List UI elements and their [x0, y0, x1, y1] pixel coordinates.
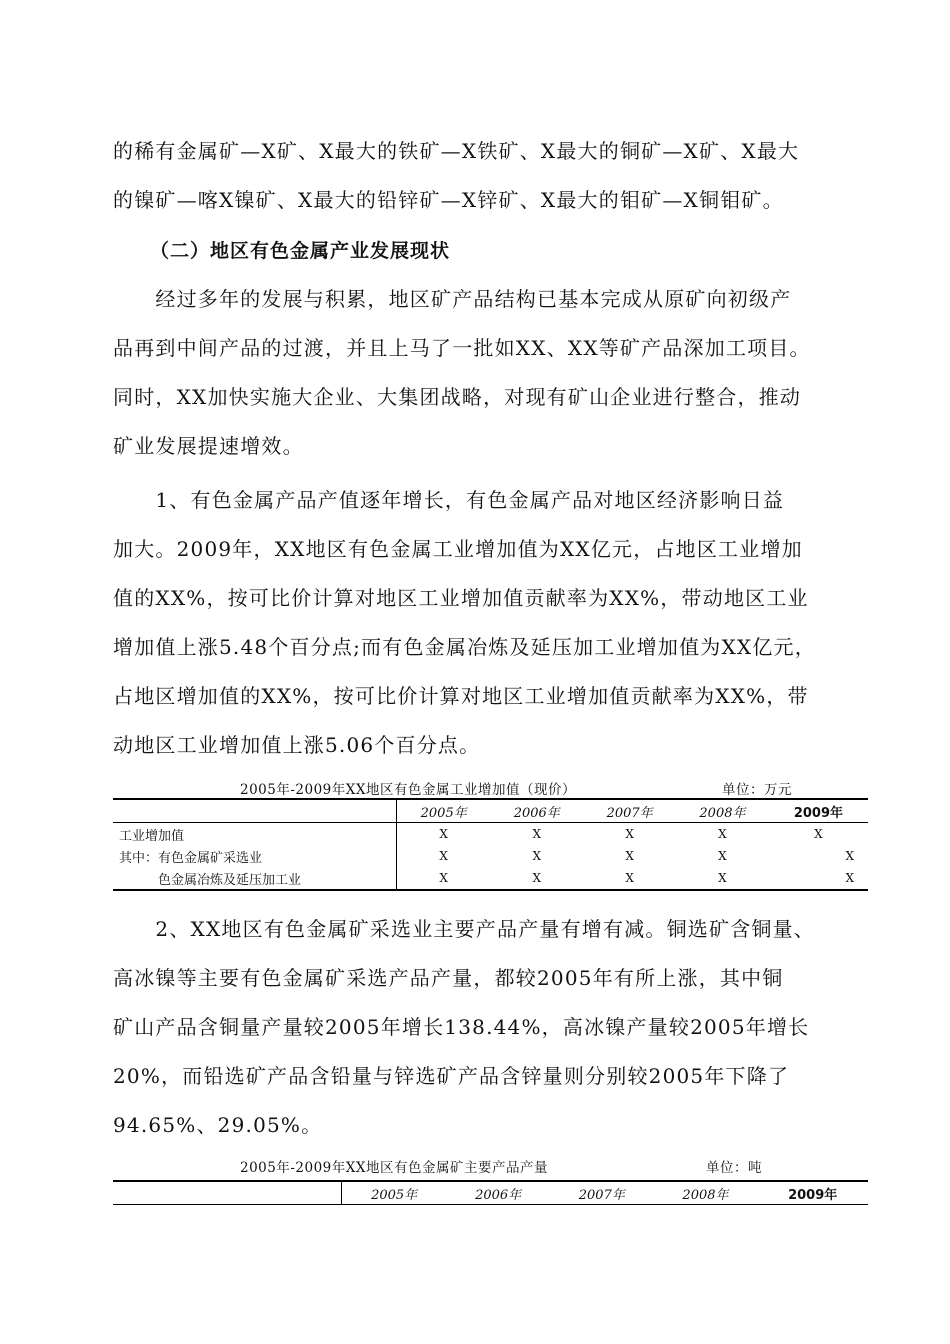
table-cell: X [397, 867, 491, 890]
year-header: 2009年 [757, 1181, 868, 1205]
table-cell: X [532, 849, 542, 863]
table-cell: X [625, 827, 634, 841]
year-header: 2009年 [769, 799, 868, 823]
text-line: 矿山产品含铜量产量较2005年增长138.44%，高冰镍产量较2005年增长 [113, 1015, 810, 1039]
text-line: 值的XX%，按可比价计算对地区工业增加值贡献率为XX%，带动地区工业 [113, 586, 809, 610]
text-line: 矿业发展提速增效。 [113, 434, 304, 458]
table-cell: X [490, 867, 583, 890]
table-cell: X [845, 849, 854, 863]
text-line: 占地区增加值的XX%，按可比价计算对地区工业增加值贡献率为XX%，带 [113, 684, 809, 708]
production-table [113, 1180, 868, 1205]
year-header: 2008年 [654, 1181, 758, 1205]
header-blank [113, 1181, 342, 1205]
table-row [113, 823, 868, 846]
table-cell: X [769, 867, 868, 890]
text-line: 同时，XX加快实施大企业、大集团战略，对现有矿山企业进行整合，推动 [113, 385, 802, 409]
table-cell: X [718, 827, 727, 841]
text-line: 高冰镍等主要有色金属矿采选产品产量，都较2005年有所上涨，其中铜 [113, 966, 784, 990]
year-header: 2007年 [550, 1181, 654, 1205]
text-line: 动地区工业增加值上涨5.06个百分点。 [113, 733, 481, 757]
table-cell: X [718, 849, 727, 863]
table-cell: X [625, 849, 634, 863]
value-added-table [113, 798, 868, 891]
row-label: 其中：有色金属矿采选业 [113, 845, 397, 867]
header-blank [113, 799, 397, 823]
year-header: 2005年 [342, 1181, 447, 1205]
text-line: 2、XX地区有色金属矿采选业主要产品产量有增有减。铜选矿含铜量、 [113, 917, 816, 941]
table-cell: X [676, 867, 769, 890]
text-line: 的镍矿—喀X镍矿、X最大的铅锌矿—X锌矿、X最大的钼矿—X铜钼矿。 [113, 188, 784, 212]
year-header: 2006年 [490, 799, 583, 823]
table-cell: X [532, 827, 542, 841]
table-caption: 2005年-2009年XX地区有色金属矿主要产品产量 [240, 1160, 548, 1176]
text-line: 20%，而铅选矿产品含铅量与锌选矿产品含锌量则分别较2005年下降了 [113, 1064, 790, 1088]
year-header: 2005年 [397, 799, 491, 823]
text-line: 加大。2009年，XX地区有色金属工业增加值为XX亿元，占地区工业增加 [113, 537, 803, 561]
year-header: 2007年 [583, 799, 676, 823]
year-header: 2006年 [446, 1181, 550, 1205]
table-row [113, 867, 868, 890]
year-header: 2008年 [676, 799, 769, 823]
table-cell: X [814, 827, 823, 841]
table-cell: X [583, 867, 676, 890]
table-header-row [113, 1181, 868, 1205]
table-cell: X [439, 849, 448, 863]
table-unit: 单位：吨 [706, 1160, 762, 1176]
table-caption: 2005年-2009年XX地区有色金属工业增加值（现价） [240, 782, 576, 798]
table-header-row [113, 799, 868, 823]
table-cell: X [439, 827, 448, 841]
text-line: 经过多年的发展与积累，地区矿产品结构已基本完成从原矿向初级产 [113, 287, 792, 311]
table-unit: 单位：万元 [722, 782, 792, 798]
section-heading: （二）地区有色金属产业发展现状 [150, 240, 451, 262]
text-line: 品再到中间产品的过渡，并且上马了一批如XX、XX等矿产品深加工项目。 [113, 336, 811, 360]
row-label: 工业增加值 [113, 823, 397, 846]
text-line: 增加值上涨5.48个百分点;而有色金属冶炼及延压加工业增加值为XX亿元， [113, 635, 816, 659]
row-label: 色金属冶炼及延压加工业 [113, 867, 397, 890]
text-line: 的稀有金属矿—X矿、X最大的铁矿—X铁矿、X最大的铜矿—X矿、X最大 [113, 139, 800, 163]
text-line: 94.65%、29.05%。 [113, 1113, 323, 1137]
text-line: 1、有色金属产品产值逐年增长，有色金属产品对地区经济影响日益 [113, 488, 785, 512]
table-row [113, 845, 868, 867]
